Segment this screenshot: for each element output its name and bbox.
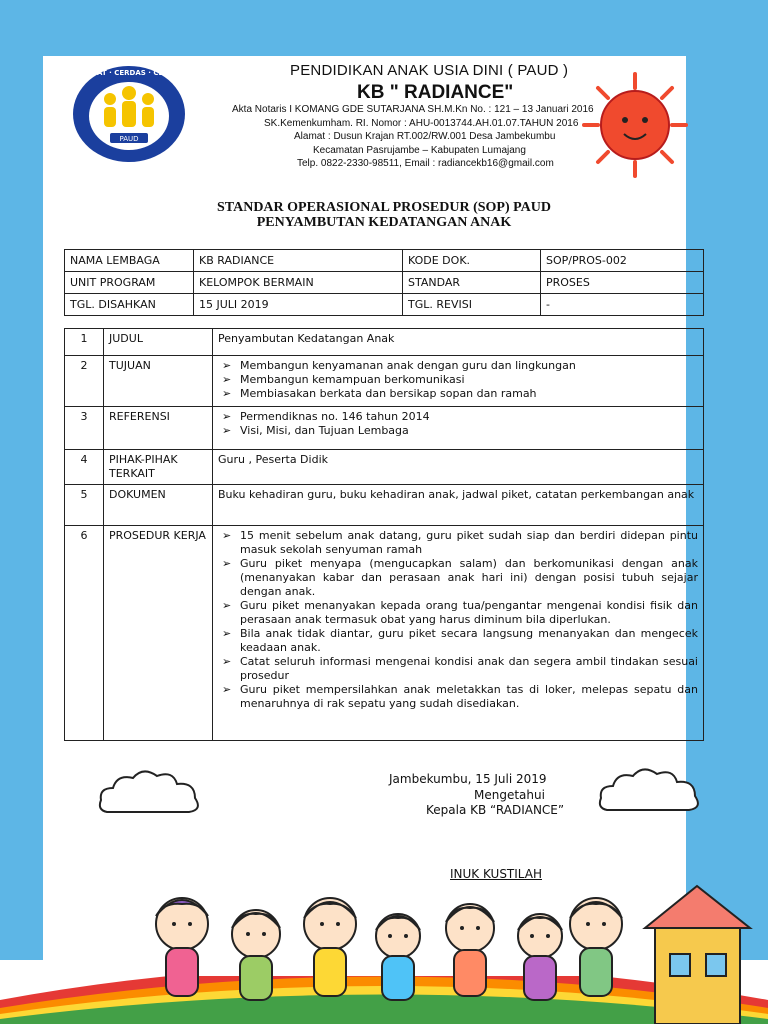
- document-title-line1: STANDAR OPERASIONAL PROSEDUR (SOP) PAUD: [217, 200, 551, 215]
- sun-icon: [580, 70, 690, 180]
- row-label: DOKUMEN: [104, 485, 213, 526]
- arrow-bullet-icon: ➢: [222, 557, 232, 570]
- meta-row: [65, 272, 704, 294]
- list-item: ➢ Catat seluruh informasi mengenai kondisi anak dan segera ambil tindakan sesuai prosedur: [222, 655, 698, 682]
- arrow-bullet-icon: ➢: [222, 683, 232, 696]
- sop-row-prosedur: [65, 526, 704, 741]
- header-telp: Telp. 0822-2330-98511, Email : radiancekb16@gmail.com: [297, 158, 554, 169]
- logo-ring-text: SEHAT · CERDAS · CERIA: [81, 69, 177, 77]
- row-label: REFERENSI: [104, 407, 213, 450]
- meta-value: -: [541, 294, 704, 316]
- meta-label: UNIT PROGRAM: [65, 272, 194, 294]
- meta-value: PROSES: [541, 272, 704, 294]
- row-label: JUDUL: [104, 329, 213, 356]
- meta-label: TGL. REVISI: [403, 294, 541, 316]
- arrow-bullet-icon: ➢: [222, 373, 232, 386]
- meta-value: 15 JULI 2019: [194, 294, 403, 316]
- list-item: ➢ Membangun kenyamanan anak dengan guru dan lingkungan: [222, 359, 576, 372]
- row-content: [213, 356, 704, 407]
- row-number: 5: [65, 485, 104, 526]
- header-sk: SK.Kemenkumham. RI. Nomor : AHU-0013744.AH.01.07.TAHUN 2016: [264, 118, 579, 129]
- sign-mengetahui: Mengetahui: [474, 788, 545, 802]
- row-label: TUJUAN: [104, 356, 213, 407]
- row-number: 6: [65, 526, 104, 741]
- arrow-bullet-icon: ➢: [222, 655, 232, 668]
- row-content: Penyambutan Kedatangan Anak: [213, 329, 704, 356]
- meta-label: TGL. DISAHKAN: [65, 294, 194, 316]
- header-alamat: Alamat : Dusun Krajan RT.002/RW.001 Desa Jambekumbu: [294, 131, 556, 142]
- arrow-bullet-icon: ➢: [222, 410, 232, 423]
- sop-row-dokumen: [65, 485, 704, 526]
- list-item: ➢ Visi, Misi, dan Tujuan Lembaga: [222, 424, 409, 437]
- sign-name: INUK KUSTILAH: [450, 867, 542, 881]
- header-kecamatan: Kecamatan Pasrujambe – Kabupaten Lumajang: [313, 145, 526, 156]
- meta-label: STANDAR: [403, 272, 541, 294]
- arrow-bullet-icon: ➢: [222, 359, 232, 372]
- list-item: ➢ Guru piket menanyakan kepada orang tua/pengantar mengenai kondisi fisik dan perasaan anak termasuk obat yang harus diminum bila diperlukan.: [222, 599, 698, 626]
- row-label: PIHAK-PIHAK TERKAIT: [104, 450, 213, 485]
- house-icon: [645, 886, 750, 1024]
- list-item: ➢ Membiasakan berkata dan bersikap sopan dan ramah: [222, 387, 537, 400]
- row-number: 4: [65, 450, 104, 485]
- arrow-bullet-icon: ➢: [222, 599, 232, 612]
- meta-value: SOP/PROS-002: [541, 250, 704, 272]
- arrow-bullet-icon: ➢: [222, 529, 232, 542]
- row-number: 2: [65, 356, 104, 407]
- row-content: [213, 407, 704, 450]
- meta-value: KB RADIANCE: [194, 250, 403, 272]
- meta-value: KELOMPOK BERMAIN: [194, 272, 403, 294]
- list-item: ➢ 15 menit sebelum anak datang, guru piket sudah siap dan berdiri didepan pintu masuk sekolah senyuman ramah: [222, 529, 698, 556]
- list-item: ➢ Bila anak tidak diantar, guru piket secara langsung menanyakan dan mengecek keadaan anak.: [222, 627, 698, 654]
- sop-row-tujuan: [65, 356, 704, 407]
- meta-row: [65, 294, 704, 316]
- sop-row-judul: [65, 329, 704, 356]
- arrow-bullet-icon: ➢: [222, 424, 232, 437]
- meta-label: NAMA LEMBAGA: [65, 250, 194, 272]
- list-item: ➢ Permendiknas no. 146 tahun 2014: [222, 410, 430, 423]
- row-number: 3: [65, 407, 104, 450]
- meta-table: [64, 249, 704, 316]
- sop-row-pihak: [65, 450, 704, 485]
- arrow-bullet-icon: ➢: [222, 387, 232, 400]
- sign-place-date: Jambekumbu, 15 Juli 2019: [389, 772, 547, 786]
- cloud-right-icon: [595, 762, 705, 822]
- row-label: PROSEDUR KERJA: [104, 526, 213, 741]
- header-line1: PENDIDIKAN ANAK USIA DINI ( PAUD ): [290, 62, 569, 79]
- children-illustration: [0, 884, 768, 1024]
- row-content: Buku kehadiran guru, buku kehadiran anak, jadwal piket, catatan perkembangan anak: [213, 485, 704, 526]
- paud-logo: [70, 63, 188, 165]
- meta-row: [65, 250, 704, 272]
- row-number: 1: [65, 329, 104, 356]
- header-line2: KB " RADIANCE": [357, 82, 514, 103]
- logo-label: PAUD: [119, 135, 139, 143]
- header-notaris: Akta Notaris I KOMANG GDE SUTARJANA SH.M.Kn No. : 121 – 13 Januari 2016: [232, 104, 594, 115]
- sign-jabatan: Kepala KB “RADIANCE”: [426, 803, 565, 817]
- list-item: ➢ Membangun kemampuan berkomunikasi: [222, 373, 465, 386]
- row-content: Guru , Peserta Didik: [213, 450, 704, 485]
- list-item: ➢ Guru piket menyapa (mengucapkan salam) dan berkomunikasi dengan anak (menanyakan kabar dan perasaan anak hari ini) dengan posisi tubuh sejajar dengan anak.: [222, 557, 698, 598]
- sop-row-referensi: [65, 407, 704, 450]
- meta-label: KODE DOK.: [403, 250, 541, 272]
- document-title-line2: PENYAMBUTAN KEDATANGAN ANAK: [256, 215, 512, 230]
- row-content: [213, 526, 704, 741]
- sop-table: [64, 328, 704, 741]
- arrow-bullet-icon: ➢: [222, 627, 232, 640]
- list-item: ➢ Guru piket mempersilahkan anak meletakkan tas di loker, melepas sepatu dan menaruhnya di rak sepatu yang sudah disediakan.: [222, 683, 698, 710]
- cloud-left-icon: [95, 766, 205, 826]
